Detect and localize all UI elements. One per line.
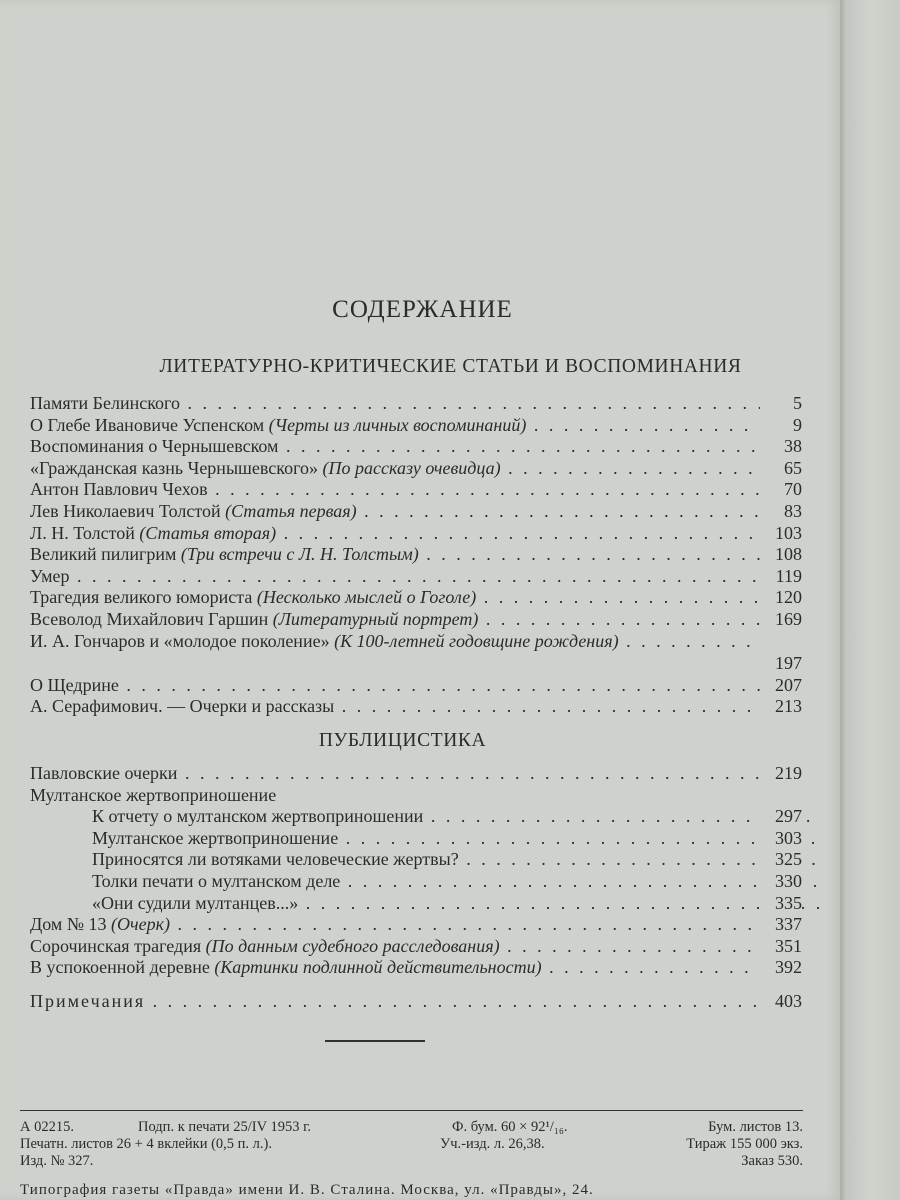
toc-entry-title bbox=[30, 479, 760, 501]
toc-entry-page: 108 bbox=[762, 544, 802, 566]
toc-entry-title bbox=[30, 566, 760, 588]
toc-entry-page: 197 bbox=[762, 653, 802, 675]
section-title-publicistics: ПУБЛИЦИСТИКА bbox=[318, 730, 487, 751]
toc-entry-page: 337 bbox=[762, 914, 802, 936]
toc-entry-text: «Гражданская казнь Чернышевского» bbox=[30, 457, 323, 478]
toc-entry-title bbox=[30, 696, 760, 718]
toc-entry-text: Воспоминания о Чернышевском bbox=[30, 436, 279, 457]
imprint-order-number: Заказ 530. bbox=[741, 1153, 803, 1169]
toc-entry-title bbox=[30, 544, 760, 566]
toc-entry-page: 351 bbox=[762, 936, 802, 958]
imprint-edit-sheets: Уч.-изд. л. 26,38. bbox=[440, 1136, 545, 1152]
toc-entry-title bbox=[30, 415, 760, 437]
toc-entry bbox=[30, 544, 802, 566]
toc-entry bbox=[30, 393, 802, 415]
toc-entry-subtitle: (Несколько мыслей о Гоголе) bbox=[256, 587, 477, 608]
imprint-paper-sheets: Бум. листов 13. bbox=[708, 1119, 803, 1135]
toc-entry bbox=[30, 696, 802, 718]
toc-entry bbox=[30, 871, 802, 893]
toc-entry-page: 83 bbox=[762, 501, 802, 523]
toc-entry-page: 103 bbox=[762, 523, 802, 545]
toc-entry bbox=[30, 609, 802, 631]
toc-entry-page: 207 bbox=[762, 675, 802, 697]
toc-entry bbox=[30, 914, 802, 936]
toc-entry-title bbox=[92, 806, 822, 828]
toc-entry-title bbox=[30, 914, 760, 936]
toc-entry-text: Павловские очерки bbox=[30, 763, 178, 783]
toc-entry bbox=[30, 501, 802, 523]
page-title: СОДЕРЖАНИЕ bbox=[332, 296, 513, 323]
toc-entry-page: 213 bbox=[762, 696, 802, 718]
toc-entry-text: О Щедрине bbox=[30, 674, 119, 695]
toc-entry-subtitle: (Статья первая) bbox=[225, 500, 357, 521]
toc-entry-title bbox=[30, 587, 760, 609]
toc-entry-text: И. А. Гончаров и «молодое поколение» bbox=[30, 630, 335, 651]
toc-entry-text: Приносятся ли вотяками человеческие жертвы? bbox=[92, 849, 459, 870]
toc-entry-text: В успокоенной деревне bbox=[30, 957, 215, 978]
toc-entry bbox=[30, 458, 802, 480]
toc-entry-text: Великий пилигрим bbox=[30, 544, 181, 565]
section-title-literary: ЛИТЕРАТУРНО-КРИТИЧЕСКИЕ СТАТЬИ И ВОСПОМИНАНИЯ bbox=[159, 356, 742, 377]
toc-entry-page: 38 bbox=[762, 436, 802, 458]
toc-entry-page: 120 bbox=[762, 587, 802, 609]
toc-entry-text: А. Серафимович. — Очерки и рассказы bbox=[30, 696, 335, 717]
toc-entry-subtitle: (Статья вторая) bbox=[139, 522, 277, 543]
toc-entry-notes bbox=[30, 991, 802, 1013]
toc-entry-text: Сорочинская трагедия bbox=[30, 935, 206, 956]
toc-entry bbox=[30, 523, 802, 545]
toc-entry-text: Памяти Белинского bbox=[30, 393, 180, 413]
imprint-edition-number: Изд. № 327. bbox=[20, 1153, 94, 1169]
toc-entry-title bbox=[30, 523, 760, 545]
toc-entry-text: Антон Павлович Чехов bbox=[30, 479, 208, 500]
toc-entry bbox=[30, 893, 802, 915]
toc-entry-text: Толки печати о мултанском деле bbox=[92, 870, 341, 891]
toc-entry-title bbox=[30, 675, 760, 697]
toc-entry bbox=[30, 566, 802, 588]
toc-entry bbox=[30, 763, 802, 785]
toc-entry bbox=[30, 436, 802, 458]
toc-entry-title bbox=[30, 763, 760, 785]
imprint-block bbox=[20, 1110, 803, 1170]
toc-entry bbox=[30, 785, 802, 807]
toc-entry-text: Всеволод Михайлович Гаршин bbox=[30, 608, 273, 629]
toc-entry-title bbox=[30, 436, 760, 458]
toc-entry-subtitle: (Три встречи с Л. Н. Толстым) bbox=[180, 544, 419, 565]
toc-entry bbox=[30, 936, 802, 958]
toc-entry-page: 335 bbox=[762, 893, 802, 915]
toc-entry-title bbox=[30, 458, 760, 480]
toc-entry bbox=[30, 828, 802, 850]
toc-entry-page: 9 bbox=[762, 415, 802, 437]
imprint-signed: Подп. к печати 25/IV 1953 г. bbox=[138, 1119, 312, 1135]
toc-entry-page: 65 bbox=[762, 458, 802, 480]
toc-entry-page: 392 bbox=[762, 957, 802, 979]
toc-entry-page: 169 bbox=[762, 609, 802, 631]
toc-entry-page: 70 bbox=[762, 479, 802, 501]
toc-entry-text: Мултанское жертвоприношение bbox=[30, 784, 277, 805]
toc-entry bbox=[30, 479, 802, 501]
toc-entry-subtitle: (Черты из личных воспоминаний) bbox=[268, 414, 527, 435]
toc-entry-title bbox=[30, 957, 760, 979]
toc-entry-text: Мултанское жертвоприношение bbox=[92, 827, 339, 848]
toc-entry-subtitle: (По рассказу очевидца) bbox=[322, 457, 501, 478]
toc-entry-subtitle: (Картинки подлинной действительности) bbox=[214, 957, 542, 978]
toc-entry-title: Примечания . . . bbox=[30, 991, 760, 1013]
toc-entry-text: Трагедия великого юмориста bbox=[30, 587, 257, 608]
toc-entry-page: 119 bbox=[762, 566, 802, 588]
toc-entry-title bbox=[30, 631, 760, 653]
imprint-format: Ф. бум. 60 × 92¹/₁₆. bbox=[452, 1119, 568, 1135]
imprint-print-run: Тираж 155 000 экз. bbox=[686, 1136, 803, 1152]
toc-entry bbox=[30, 849, 802, 871]
toc-entry-text: О Глебе Ивановиче Успенском bbox=[30, 414, 269, 435]
toc-entry bbox=[30, 957, 802, 979]
toc-entry-text: Л. Н. Толстой bbox=[30, 522, 140, 543]
toc-entry-page: 303 bbox=[762, 828, 802, 850]
toc-entry-page: 403 bbox=[762, 991, 802, 1013]
toc-entry-text: Умер bbox=[30, 565, 70, 586]
toc-entry-subtitle: (Литературный портрет) bbox=[272, 608, 479, 629]
imprint-printed-sheets: Печатн. листов 26 + 4 вклейки (0,5 п. л.). bbox=[20, 1136, 273, 1152]
toc-entry-title bbox=[92, 828, 822, 850]
toc-entry bbox=[30, 675, 802, 697]
toc-entry-page: 325 bbox=[762, 849, 802, 871]
toc-entry-title bbox=[30, 609, 760, 631]
adjacent-page-edge bbox=[840, 0, 900, 1200]
toc-entry bbox=[30, 806, 802, 828]
divider-rule bbox=[325, 1040, 425, 1042]
toc-entry bbox=[30, 415, 802, 437]
toc-entry bbox=[30, 631, 802, 675]
toc-entry-page: 297 bbox=[762, 806, 802, 828]
toc-entry-title bbox=[92, 871, 822, 893]
toc-entry-title bbox=[30, 501, 760, 523]
toc-entry-page: 5 bbox=[762, 393, 802, 415]
imprint-code: А 02215. bbox=[20, 1119, 74, 1135]
toc-entry-text: Дом № 13 bbox=[30, 914, 111, 935]
toc-entry-page: 219 bbox=[762, 763, 802, 785]
imprint-printer-line: Типография газеты «Правда» имени И. В. Сталина. Москва, ул. «Правды», 24. bbox=[20, 1182, 594, 1198]
toc-entry-subtitle: (К 100-летней годовщине рождения) bbox=[334, 630, 619, 651]
toc-entry-subtitle: (По данным судебного расследования) bbox=[205, 935, 500, 956]
toc-entry-title bbox=[92, 849, 822, 871]
toc-entry-title bbox=[30, 785, 276, 807]
toc-entry-subtitle: (Очерк) bbox=[111, 914, 170, 935]
toc-entry-title bbox=[92, 893, 822, 915]
toc-entry-page: 330 bbox=[762, 871, 802, 893]
toc-list-publicistics bbox=[30, 763, 802, 1013]
toc-entry bbox=[30, 587, 802, 609]
toc-entry-text: Лев Николаевич Толстой bbox=[30, 500, 226, 521]
toc-entry-text: К отчету о мултанском жертвоприношении bbox=[92, 806, 424, 827]
toc-entry-text: «Они судили мултанцев...» bbox=[92, 892, 299, 913]
toc-entry-title bbox=[30, 393, 760, 415]
toc-list-literary bbox=[30, 393, 802, 718]
toc-entry-title bbox=[30, 936, 760, 958]
